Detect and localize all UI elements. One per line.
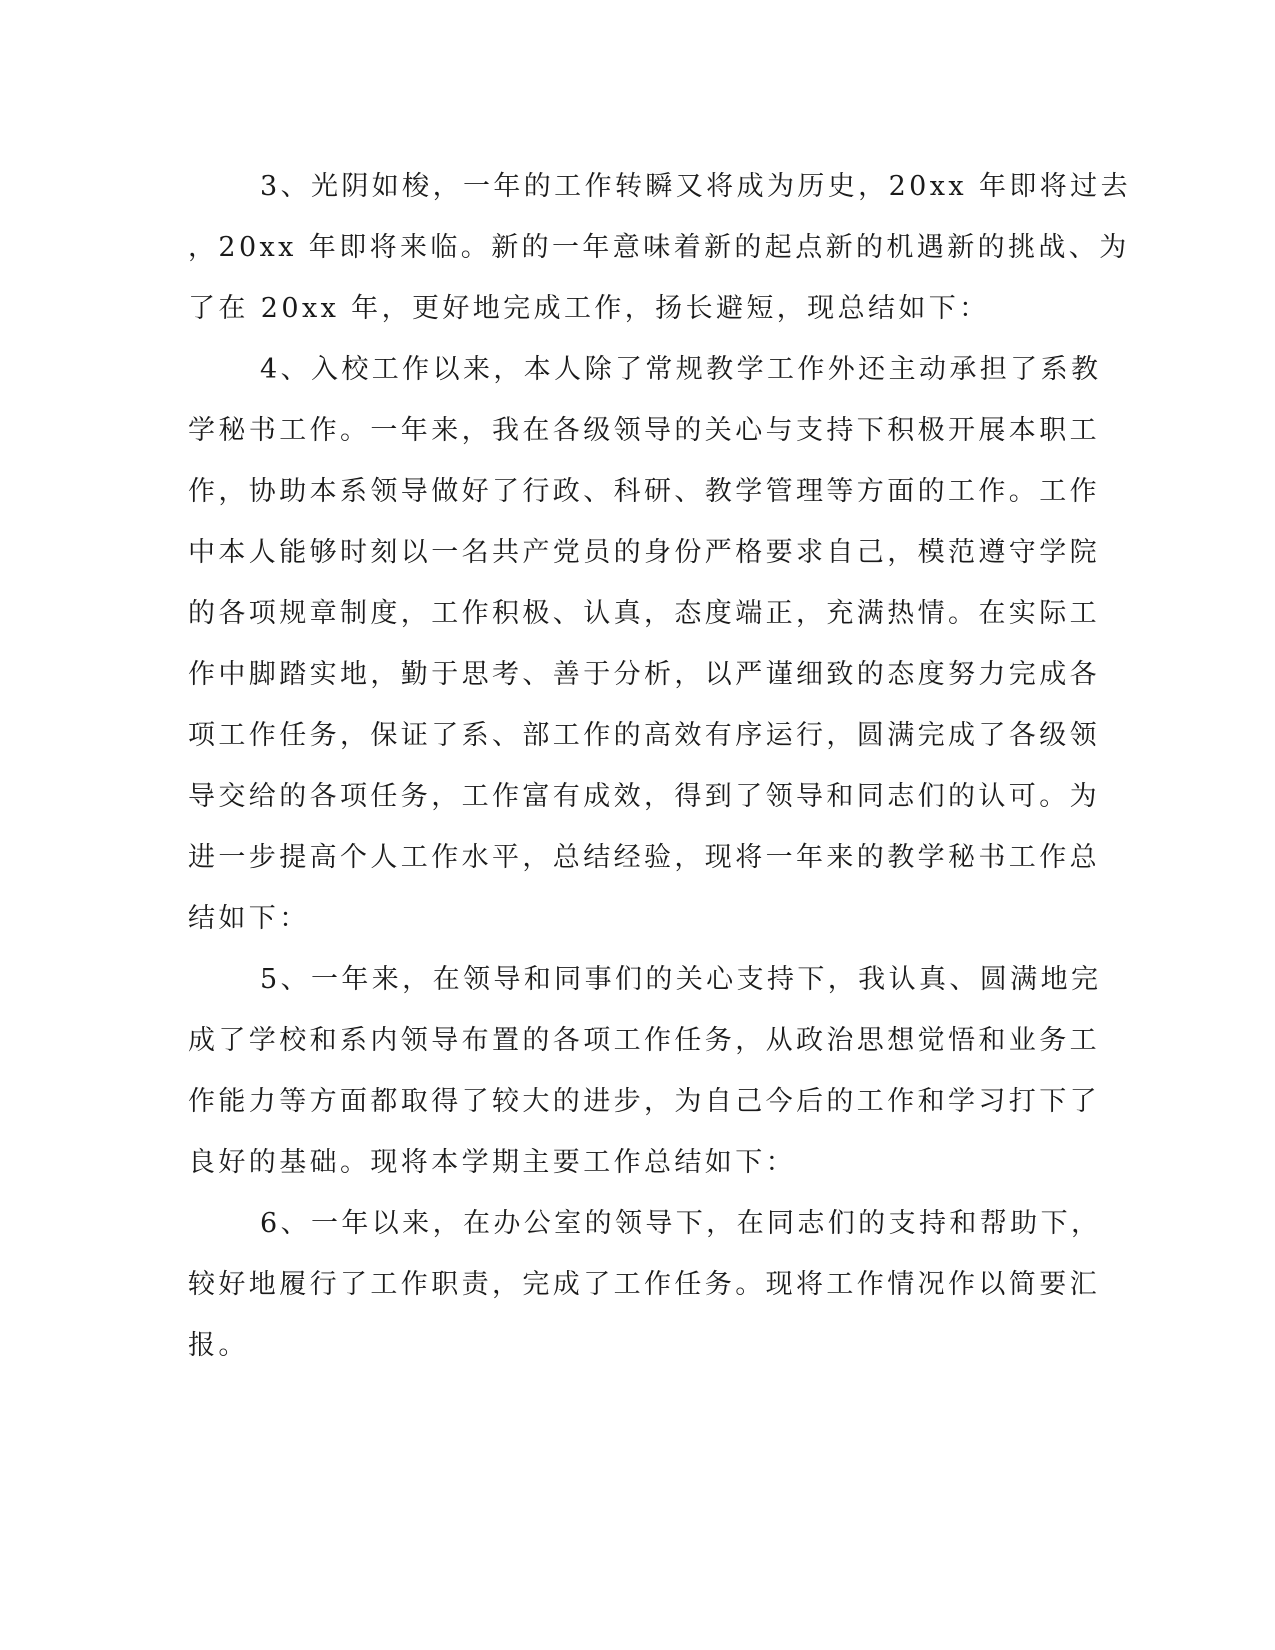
paragraph-line: 良好的基础。现将本学期主要工作总结如下： xyxy=(188,1147,796,1178)
paragraph-line: 导交给的各项任务，工作富有成效，得到了领导和同志们的认可。为 xyxy=(188,781,1100,812)
paragraph-line: 作中脚踏实地，勤于思考、善于分析，以严谨细致的态度努力完成各 xyxy=(188,659,1100,690)
paragraph-line: 报。 xyxy=(188,1330,249,1361)
paragraph-line: 学秘书工作。一年来，我在各级领导的关心与支持下积极开展本职工 xyxy=(188,415,1100,446)
paragraph-line: 5、一年来，在领导和同事们的关心支持下，我认真、圆满地完 xyxy=(260,964,1102,995)
paragraph-line: 了在 20xx 年，更好地完成工作，扬长避短，现总结如下： xyxy=(188,293,990,324)
document-body xyxy=(188,156,1131,1376)
paragraph-line: 的各项规章制度，工作积极、认真，态度端正，充满热情。在实际工 xyxy=(188,598,1100,629)
paragraph-line: 作能力等方面都取得了较大的进步，为自己今后的工作和学习打下了 xyxy=(188,1086,1100,1117)
paragraph-line: 3、光阴如梭，一年的工作转瞬又将成为历史，20xx 年即将过去 xyxy=(260,171,1131,202)
paragraph-line: 4、入校工作以来，本人除了常规教学工作外还主动承担了系教 xyxy=(260,354,1102,385)
paragraph-5 xyxy=(188,949,1102,1193)
paragraph-3 xyxy=(188,156,1131,339)
paragraph-line: ，20xx 年即将来临。新的一年意味着新的起点新的机遇新的挑战、为 xyxy=(188,232,1130,263)
paragraph-line: 结如下： xyxy=(188,903,310,934)
paragraph-line: 成了学校和系内领导布置的各项工作任务，从政治思想觉悟和业务工 xyxy=(188,1025,1100,1056)
paragraph-6 xyxy=(188,1193,1102,1376)
paragraph-line: 6、一年以来，在办公室的领导下，在同志们的支持和帮助下， xyxy=(260,1208,1102,1239)
paragraph-line: 进一步提高个人工作水平，总结经验，现将一年来的教学秘书工作总 xyxy=(188,842,1100,873)
paragraph-line: 中本人能够时刻以一名共产党员的身份严格要求自己，模范遵守学院 xyxy=(188,537,1100,568)
paragraph-line: 较好地履行了工作职责，完成了工作任务。现将工作情况作以简要汇 xyxy=(188,1269,1100,1300)
paragraph-line: 项工作任务，保证了系、部工作的高效有序运行，圆满完成了各级领 xyxy=(188,720,1100,751)
paragraph-4 xyxy=(188,339,1102,949)
paragraph-line: 作，协助本系领导做好了行政、科研、教学管理等方面的工作。工作 xyxy=(188,476,1100,507)
